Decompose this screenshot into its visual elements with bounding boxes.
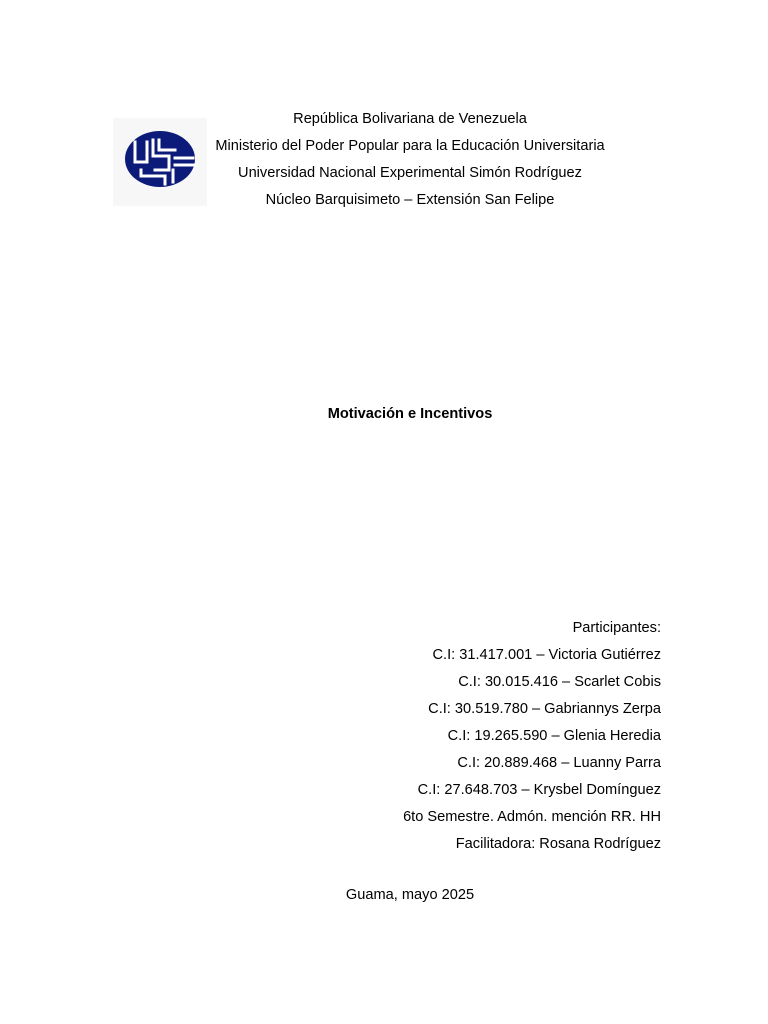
semester-line: 6to Semestre. Admón. mención RR. HH xyxy=(403,809,661,825)
participant-item: C.I: 27.648.703 – Krysbel Domínguez xyxy=(417,782,661,798)
participants-block xyxy=(403,617,661,860)
header-country: República Bolivariana de Venezuela xyxy=(293,111,527,127)
document-title: Motivación e Incentivos xyxy=(327,406,493,422)
place-date: Guama, mayo 2025 xyxy=(345,887,475,903)
header-university: Universidad Nacional Experimental Simón Rodríguez xyxy=(238,165,582,181)
participants-heading: Participantes: xyxy=(572,620,661,636)
participant-item: C.I: 30.015.416 – Scarlet Cobis xyxy=(458,674,661,690)
participant-item: C.I: 19.265.590 – Glenia Heredia xyxy=(447,728,661,744)
facilitator-line: Facilitadora: Rosana Rodríguez xyxy=(455,836,661,852)
header-campus: Núcleo Barquisimeto – Extensión San Felipe xyxy=(265,192,555,208)
header-ministry: Ministerio del Poder Popular para la Educación Universitaria xyxy=(215,138,605,154)
participant-item: C.I: 20.889.468 – Luanny Parra xyxy=(457,755,661,771)
institution-header xyxy=(180,108,640,216)
participant-item: C.I: 31.417.001 – Victoria Gutiérrez xyxy=(432,647,661,663)
participant-item: C.I: 30.519.780 – Gabriannys Zerpa xyxy=(428,701,661,717)
